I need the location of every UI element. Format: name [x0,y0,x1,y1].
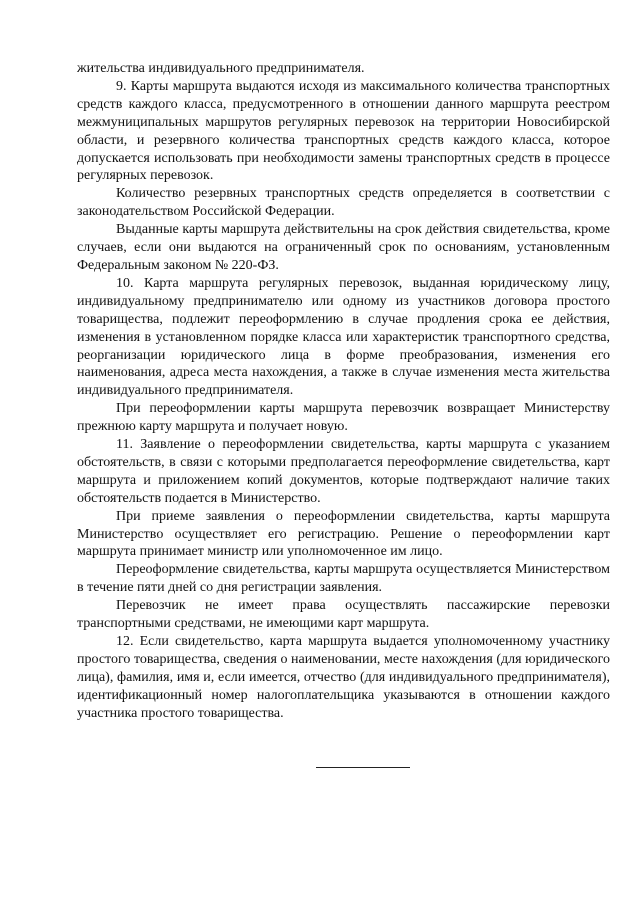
paragraph-registration: При приеме заявления о переоформлении свидетельства, карты маршрута Министерство осуществляет его регистрацию. Решение о переоформлении карт маршрута принимает министр или уполномоченное им лицо. [77,508,610,560]
paragraph-continuation: жительства индивидуального предпринимателя. [77,61,365,76]
paragraph-item-10: 10. Карта маршрута регулярных перевозок, выданная юридическому лицу, индивидуальному предпринимателю или одному из участников договора простого товарищества, подлежит переоформлению в случае продления срока ее действия, изменения в установленном порядке класса или характеристик транспортного средства, реорганизации юридического лица в форме преобразования, изменения его наименования, адреса места нахождения, а также в случае изменения места жительства индивидуального предпринимателя. [77,275,610,399]
paragraph-item-12: 12. Если свидетельство, карта маршрута выдается уполномоченному участнику простого товарищества, сведения о наименовании, месте нахождения (для юридического лица), фамилия, имя и, если имеется, отчество (для индивидуального предпринимателя), идентификационный номер налогоплательщика указываются в отношении каждого участника простого товарищества. [77,634,610,721]
paragraph-reserve-vehicles: Количество резервных транспортных средств определяется в соответствии с законодательством Российской Федерации. [77,186,610,220]
paragraph-carrier-restriction: Перевозчик не имеет права осуществлять пассажирские перевозки транспортными средствами, не имеющими карт маршрута. [77,598,610,632]
paragraph-item-9: 9. Карты маршрута выдаются исходя из максимального количества транспортных средств каждого класса, предусмотренного в отношении данного маршрута реестром межмуниципальных маршрутов регулярных перевозок на территории Новосибирской области, и резервного количества транспортных средств каждого класса, которое допускается использовать при необходимости замены транспортных средств в процессе регулярных перевозок. [77,78,610,184]
paragraph-card-validity: Выданные карты маршрута действительны на срок действия свидетельства, кроме случаев, если они выдаются на ограниченный срок по основаниям, установленным Федеральным законом № 220-ФЗ. [77,222,610,273]
paragraph-card-return: При переоформлении карты маршрута перевозчик возвращает Министерству прежнюю карту маршрута и получает новую. [77,401,610,435]
paragraph-item-11: 11. Заявление о переоформлении свидетельства, карты маршрута с указанием обстоятельств, в связи с которыми предполагается переоформление свидетельства, карт маршрута и приложением копий документов, которые подтверждают наличие таких обстоятельств подается в Министерство. [77,437,610,506]
paragraph-reissue-term: Переоформление свидетельства, карты маршрута осуществляется Министерством в течение пяти дней со дня регистрации заявления. [77,562,610,596]
end-of-document-rule [316,767,410,768]
document-body [77,60,610,723]
